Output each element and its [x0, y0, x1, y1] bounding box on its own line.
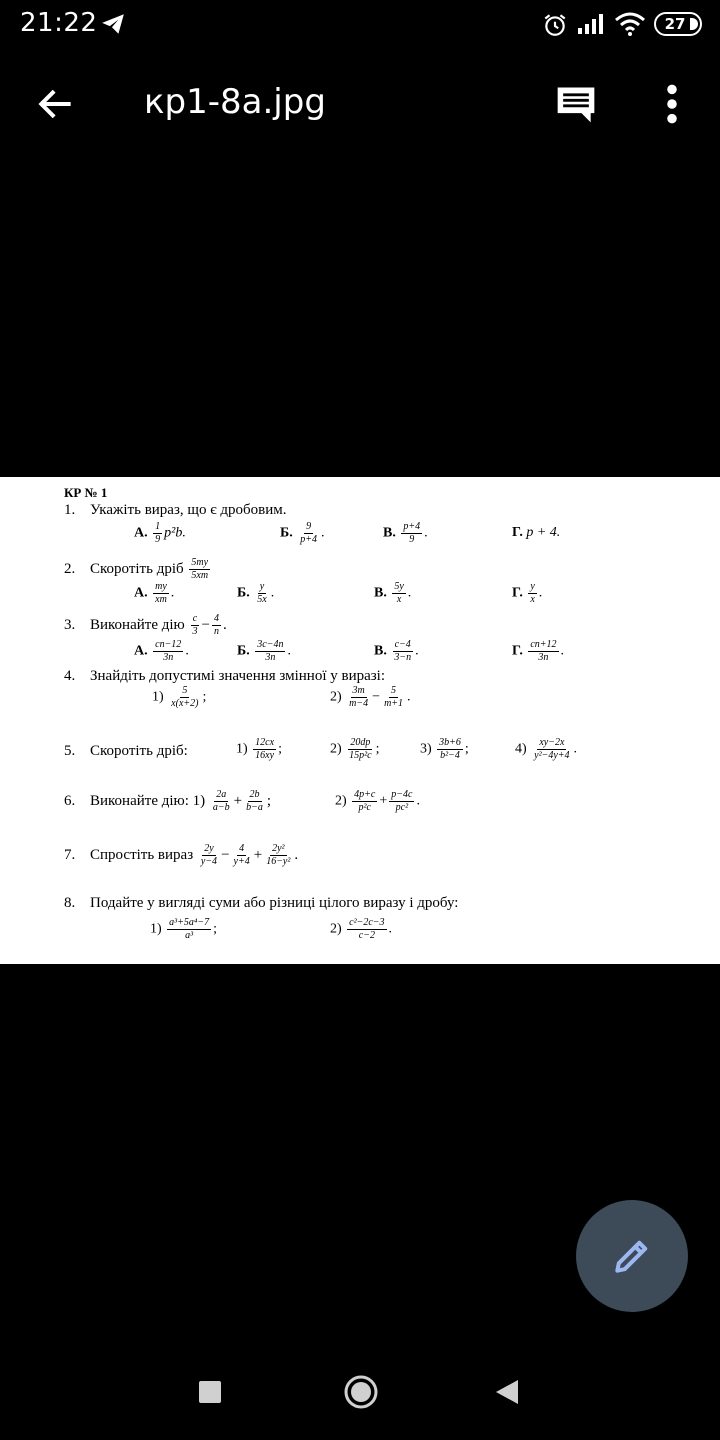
- app-bar: [0, 60, 720, 150]
- recents-icon[interactable]: [199, 1381, 221, 1403]
- q1-option-c: В. $\frac{p+4}{9}$ .: [383, 521, 428, 545]
- question-4: 4. Знайдіть допустимі значення змінної у виразі:: [64, 668, 386, 684]
- q6-option-2: 2) $\frac{4p+c}{\text{p²c}}$ + $\frac{p-4c}{\text{pc²}}$ .: [335, 789, 420, 813]
- back-triangle-icon[interactable]: [494, 1378, 520, 1406]
- question-6: 6. Виконайте дію: 1) $\frac{2a}{a-b}$ + $\frac{2b}{b-a}$ ;: [64, 789, 272, 813]
- q5-option-1: 1) $\frac{12cx}{16xy}$ ;: [236, 737, 282, 761]
- question-number: 1.: [64, 502, 76, 518]
- q4-option-2: 2) $\frac{3m}{m-4}$ − $\frac{5}{m+1}$ .: [330, 685, 411, 709]
- q1-option-d: Г. p + 4.: [512, 525, 561, 540]
- q2-option-a: А. $\frac{my}{xm}$ .: [134, 581, 175, 605]
- question-7: 7. Спростіть вираз $\frac{2y}{y-4}$ − $\frac{4}{y+4}$ + $\frac{\text{2y²}}{\text{16−y²}}$ .: [64, 843, 299, 867]
- q5-option-4: 4) $\frac{xy-2x}{\text{y²−4y+4}}$ .: [515, 737, 578, 761]
- q3-option-a: А. $\frac{cn-12}{3n}$ .: [134, 639, 189, 663]
- q2-option-c: В. $\frac{5y}{x}$ .: [374, 581, 412, 605]
- question-2: 2. Скоротіть дріб $\frac{5my}{5xm}$: [64, 557, 209, 581]
- question-8: 8. Подайте у вигляді суми або різниці цілого виразу і дробу:: [64, 895, 459, 911]
- signal-icon: [576, 12, 606, 36]
- question-5: 5. Скоротіть дріб:: [64, 743, 188, 759]
- q4-option-1: 1) $\frac{5}{x(x+2)}$ ;: [152, 685, 207, 709]
- document-image[interactable]: [0, 477, 720, 964]
- battery-level: 27: [664, 15, 686, 33]
- question-text: Укажіть вираз, що є дробовим.: [90, 502, 287, 518]
- status-bar: [0, 0, 720, 50]
- comment-icon[interactable]: [554, 82, 598, 126]
- q5-option-3: 3) $\frac{3b+6}{\text{b²−4}}$ ;: [420, 737, 469, 761]
- edit-fab-button[interactable]: [576, 1200, 688, 1312]
- q1-option-b: Б. $\frac{9}{p+4}$ .: [280, 521, 325, 545]
- more-options-icon[interactable]: [660, 82, 684, 126]
- file-title: кр1-8а.jpg: [144, 82, 326, 122]
- q3-option-b: Б. $\frac{3c-4n}{3n}$ .: [237, 639, 291, 663]
- q8-option-1: 1) $\frac{\text{a³+5a⁴−7}}{\text{a³}}$ ;: [150, 917, 218, 941]
- q3-option-c: В. $\frac{c-4}{3-n}$ .: [374, 639, 419, 663]
- q2-option-d: Г. $\frac{y}{x}$ .: [512, 581, 543, 605]
- q8-option-2: 2) $\frac{\text{c²−2c−3}}{c-2}$ .: [330, 917, 393, 941]
- telegram-icon: [100, 11, 126, 37]
- pencil-icon: [610, 1234, 654, 1278]
- status-time: 21:22: [20, 8, 98, 38]
- back-arrow-icon[interactable]: [34, 82, 78, 126]
- q5-option-2: 2) $\frac{20dp}{\text{15p²c}}$ ;: [330, 737, 380, 761]
- q3-option-d: Г. $\frac{cn+12}{3n}$ .: [512, 639, 565, 663]
- battery-fill: [690, 18, 698, 30]
- battery-indicator: [654, 12, 702, 36]
- system-nav-bar: [0, 1350, 720, 1440]
- q1-option-a: А. $\frac{1}{9}$ p²b.: [134, 521, 186, 545]
- doc-heading: КР № 1: [64, 485, 108, 500]
- wifi-icon: [614, 11, 646, 37]
- home-icon[interactable]: [343, 1374, 379, 1410]
- q2-option-b: Б. $\frac{y}{5x}$ .: [237, 581, 275, 605]
- alarm-icon: [542, 12, 568, 38]
- question-1: [64, 502, 287, 519]
- question-3: 3. Виконайте дію $\frac{c}{3}$ − $\frac{4}{n}$ .: [64, 613, 227, 637]
